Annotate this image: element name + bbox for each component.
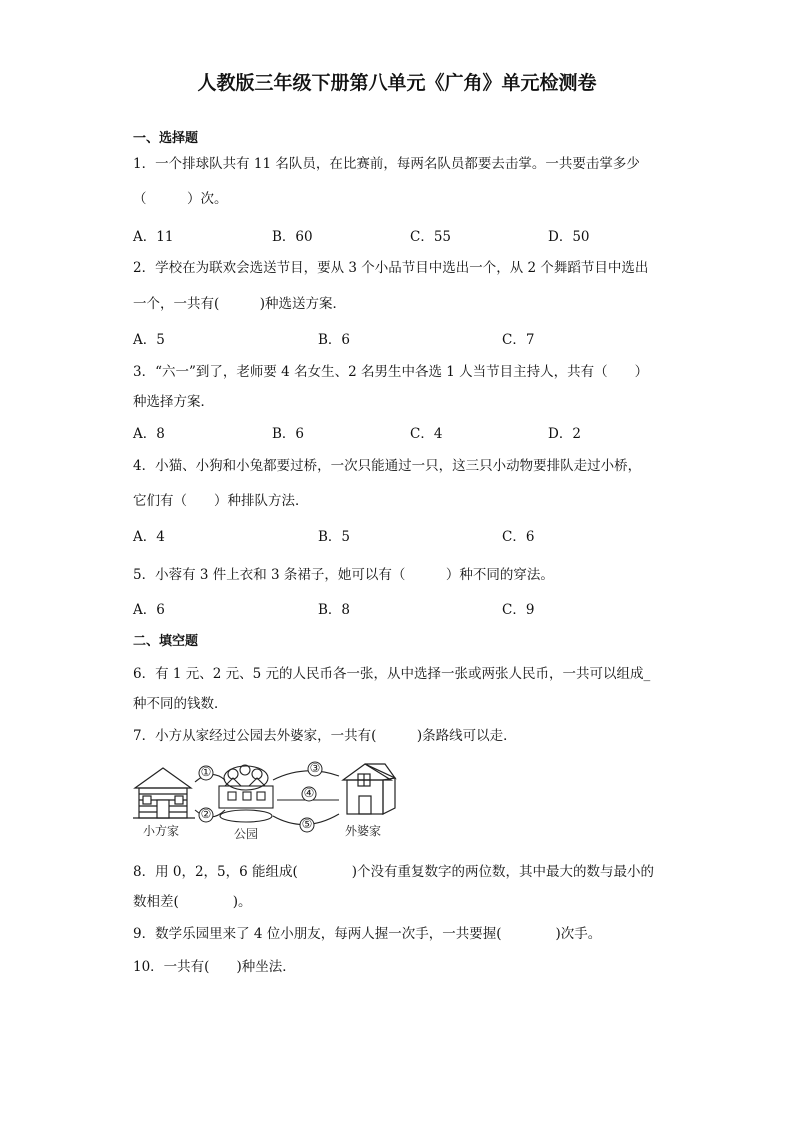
question-9-text: 9．数学乐园里来了 4 位小朋友，每两人握一次手，一共要握( )次手。 bbox=[133, 926, 602, 942]
route-figure bbox=[133, 760, 398, 842]
section-choice-heading: 一、选择题 bbox=[133, 131, 199, 146]
question-1-text: 1．一个排球队共有 11 名队员，在比赛前，每两名队员都要去击掌。一共要击掌多少 bbox=[133, 156, 640, 172]
route-label-1: ① bbox=[200, 765, 212, 779]
q5-option-a[interactable]: A．6 bbox=[133, 602, 165, 618]
q3-option-c[interactable]: C．4 bbox=[410, 426, 443, 442]
page-title: 人教版三年级下册第八单元《广角》单元检测卷 bbox=[197, 72, 597, 94]
question-8-text-cont: 数相差( )。 bbox=[133, 894, 252, 910]
home-label: 小方家 bbox=[143, 824, 180, 838]
q3-option-b[interactable]: B．6 bbox=[272, 426, 305, 442]
q1-option-c[interactable]: C．55 bbox=[410, 229, 452, 245]
home-house-icon bbox=[133, 768, 195, 818]
question-4-text: 4．小猫、小狗和小兔都要过桥，一次只能通过一只，这三只小动物要排队走过小桥， bbox=[133, 458, 642, 474]
question-3-text: 3．“六一”到了，老师要 4 名女生、2 名男生中各选 1 人当节目主持人，共有（ ） bbox=[133, 364, 649, 380]
section-fill-heading: 二、填空题 bbox=[133, 634, 199, 649]
park-icon bbox=[219, 765, 273, 822]
grandma-label: 外婆家 bbox=[345, 824, 382, 838]
q2-option-b[interactable]: B．6 bbox=[318, 332, 351, 348]
q2-option-c[interactable]: C．7 bbox=[502, 332, 535, 348]
route-label-4: ④ bbox=[303, 786, 315, 800]
question-6-text: 6．有 1 元、2 元、5 元的人民币各一张，从中选择一张或两张人民币，一共可以组成_ bbox=[133, 666, 651, 682]
q4-option-b[interactable]: B．5 bbox=[318, 529, 351, 545]
route-label-5: ⑤ bbox=[301, 817, 313, 831]
question-3-text-cont: 种选择方案． bbox=[133, 394, 214, 410]
grandma-house-icon bbox=[343, 764, 395, 814]
question-2-text: 2．学校在为联欢会选送节目，要从 3 个小品节目中选出一个，从 2 个舞蹈节目中选出 bbox=[133, 260, 649, 276]
question-6-text-cont: 种不同的钱数． bbox=[133, 696, 228, 712]
q1-option-b[interactable]: B．60 bbox=[272, 229, 313, 245]
route-label-2: ② bbox=[200, 807, 212, 821]
q5-option-c[interactable]: C．9 bbox=[502, 602, 535, 618]
question-5-text: 5．小蓉有 3 件上衣和 3 条裙子，她可以有（ ）种不同的穿法。 bbox=[133, 567, 554, 583]
question-10-text: 10．一共有( )种坐法． bbox=[133, 959, 296, 975]
q4-option-a[interactable]: A．4 bbox=[133, 529, 165, 545]
q4-option-c[interactable]: C．6 bbox=[502, 529, 535, 545]
question-4-text-cont: 它们有（ ）种排队方法． bbox=[133, 493, 309, 509]
question-7-text: 7．小方从家经过公园去外婆家，一共有( )条路线可以走． bbox=[133, 728, 517, 744]
question-8-text: 8．用 0，2，5，6 能组成( )个没有重复数字的两位数，其中最大的数与最小的 bbox=[133, 864, 655, 880]
q1-option-d[interactable]: D．50 bbox=[548, 229, 590, 245]
question-1-text-cont: （ ）次。 bbox=[133, 191, 228, 207]
q5-option-b[interactable]: B．8 bbox=[318, 602, 351, 618]
q2-option-a[interactable]: A．5 bbox=[133, 332, 165, 348]
question-2-text-cont: 一个，一共有( )种选送方案． bbox=[133, 296, 347, 312]
q3-option-a[interactable]: A．8 bbox=[133, 426, 165, 442]
route-label-3: ③ bbox=[309, 761, 321, 775]
park-label: 公园 bbox=[234, 827, 259, 841]
q1-option-a[interactable]: A．11 bbox=[133, 229, 174, 245]
q3-option-d[interactable]: D．2 bbox=[548, 426, 581, 442]
route-lines bbox=[195, 771, 339, 825]
